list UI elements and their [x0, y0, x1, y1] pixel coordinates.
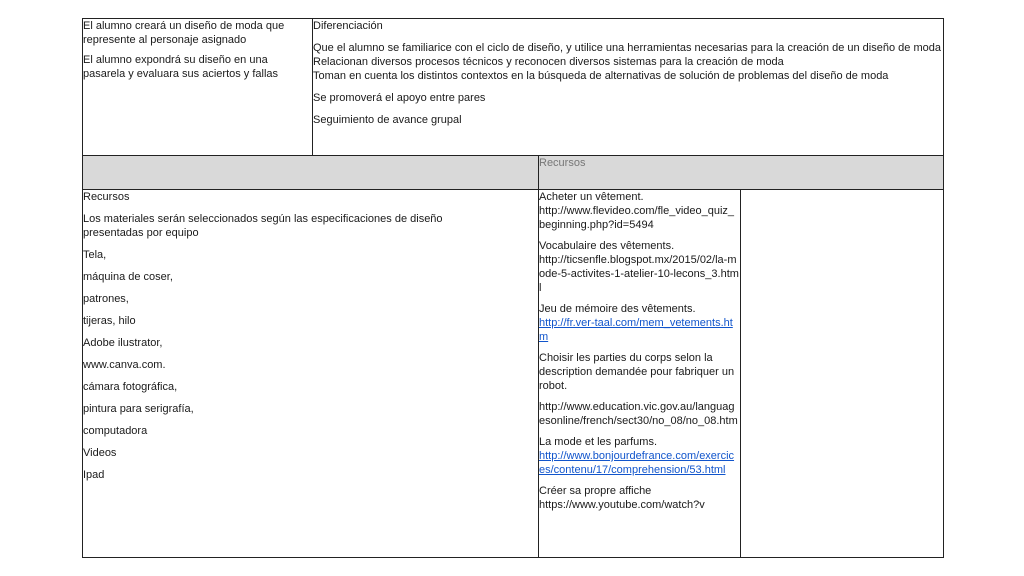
resource-item: Ipad — [83, 469, 105, 481]
resource-item: Videos — [83, 447, 117, 459]
empty-cell — [741, 190, 944, 558]
resource-item: computadora — [83, 425, 148, 437]
link-item — [539, 190, 740, 232]
document-table — [82, 18, 944, 558]
objective-2: El alumno expondrá su diseño en una pasarela y evaluara sus aciertos y fallas — [83, 54, 279, 80]
link-title: La mode et les parfums. — [539, 436, 658, 448]
link-item — [539, 435, 740, 477]
differentiation-line-3: Toman en cuenta los distintos contextos en la búsqueda de alternativas de solución de problemas del diseño de moda — [313, 70, 889, 82]
links-cell — [539, 190, 741, 558]
differentiation-line-1: Que el alumno se familiarice con el ciclo de diseño, y utilice una herramientas necesarias para la creación de un diseño de moda — [313, 42, 941, 54]
hyperlink[interactable]: http://www.bonjourdefrance.com/exercices/contenu/17/comprehension/53.html — [539, 450, 735, 476]
link-url: http://ticsenfle.blogspot.mx/2015/02/la-mode-5-activites-1-atelier-10-lecons_3.html — [539, 254, 739, 294]
resource-item: Adobe ilustrator, — [83, 337, 163, 349]
differentiation-title: Diferenciación — [313, 20, 383, 32]
resource-item: Tela, — [83, 249, 107, 261]
link-item — [539, 351, 740, 393]
resource-item: pintura para serigrafía, — [83, 403, 194, 415]
link-item — [539, 484, 740, 512]
link-url: http://www.flevideo.com/fle_video_quiz_beginning.php?id=5494 — [539, 205, 735, 231]
objectives-cell — [83, 19, 313, 156]
objective-1: El alumno creará un diseño de moda que represente al personaje asignado — [83, 20, 285, 46]
resources-title: Recursos — [83, 191, 130, 203]
peer-support-text: Se promoverá el apoyo entre pares — [313, 92, 486, 104]
resources-row — [83, 190, 944, 558]
resource-item: cámara fotográfica, — [83, 381, 178, 393]
link-title: Jeu de mémoire des vêtements. — [539, 303, 696, 315]
header-empty-cell — [83, 156, 539, 190]
link-url: http://www.education.vic.gov.au/languagesonline/french/sect30/no_08/no_08.htm — [539, 401, 738, 427]
link-title: Créer sa propre affiche — [539, 485, 652, 497]
hyperlink[interactable]: http://fr.ver-taal.com/mem_vetements.htm — [539, 317, 733, 343]
header-row — [83, 156, 944, 190]
resource-item: tijeras, hilo — [83, 315, 136, 327]
resource-item: máquina de coser, — [83, 271, 173, 283]
link-item — [539, 302, 740, 344]
objectives-row — [83, 19, 944, 156]
link-title: Acheter un vêtement. — [539, 191, 644, 203]
resources-intro: Los materiales serán seleccionados según las especificaciones de diseño presentadas por equipo — [83, 213, 443, 239]
resource-item: www.canva.com. — [83, 359, 166, 371]
group-followup-text: Seguimiento de avance grupal — [313, 114, 462, 126]
resources-list-cell — [83, 190, 539, 558]
link-item — [539, 239, 740, 295]
link-title: Choisir les parties du corps selon la description demandée pour fabriquer un robot. — [539, 352, 735, 392]
differentiation-cell — [313, 19, 944, 156]
link-title: Vocabulaire des vêtements. — [539, 240, 675, 252]
resources-header: Recursos — [539, 156, 944, 190]
differentiation-line-2: Relacionan diversos procesos técnicos y reconocen diversos sistemas para la creación de moda — [313, 56, 784, 68]
link-item — [539, 400, 740, 428]
link-url: https://www.youtube.com/watch?v — [539, 499, 705, 511]
resource-item: patrones, — [83, 293, 129, 305]
